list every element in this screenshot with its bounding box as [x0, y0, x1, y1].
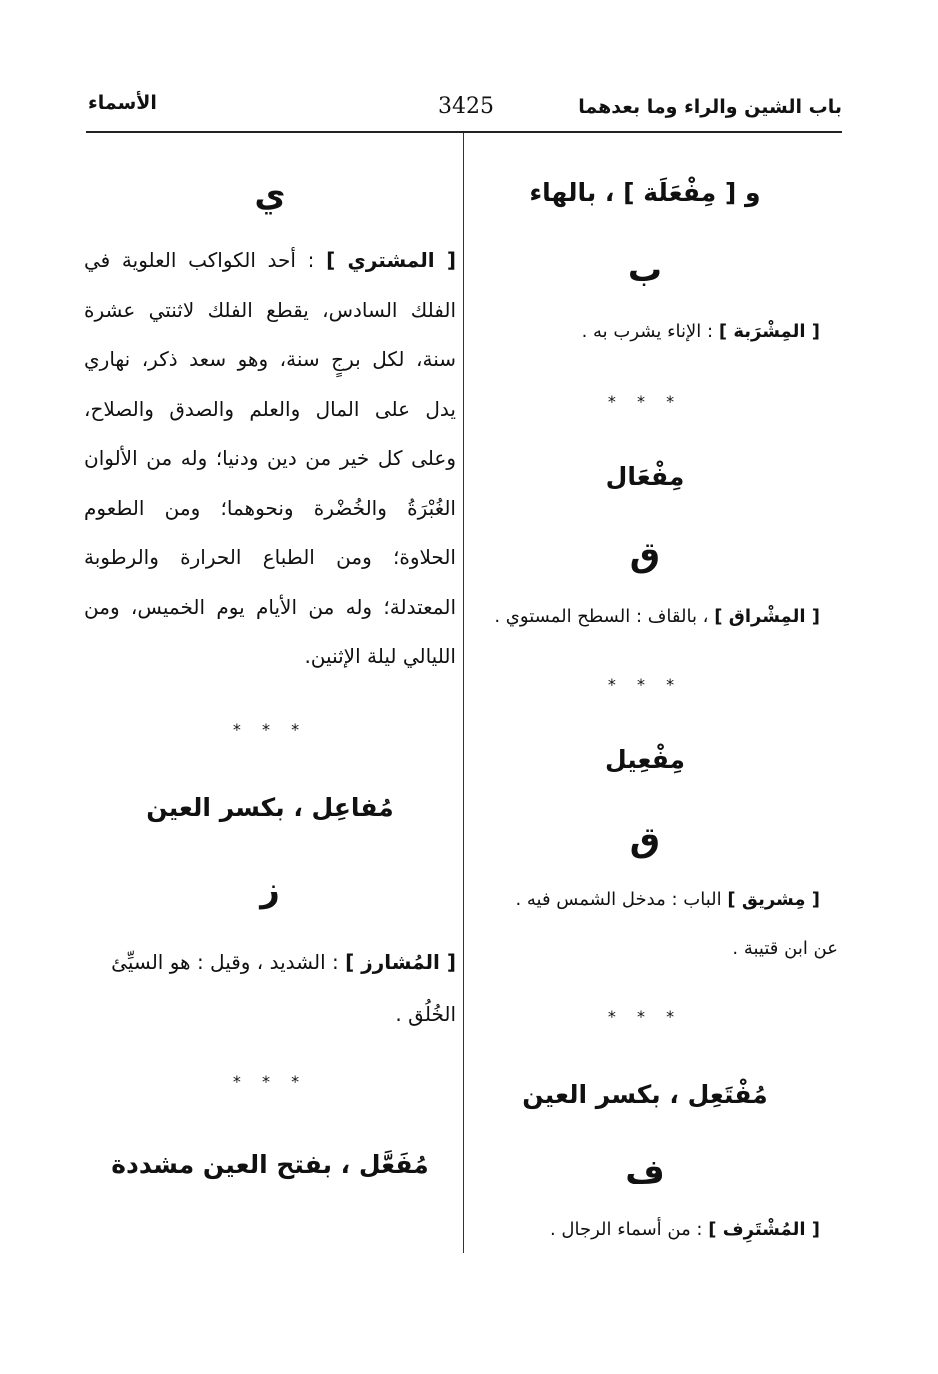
page-header — [0, 88, 938, 128]
entry-definition: : من أسماء الرجال . — [549, 1219, 703, 1240]
letter-heading-ya: ي — [254, 175, 286, 215]
pattern-heading-mufaal: مُفَعَّل ، بفتح العين مشددة — [111, 1150, 429, 1179]
entry-musharz — [84, 936, 456, 1040]
section-separator: * * * — [607, 392, 683, 411]
entry-mushtari — [84, 236, 456, 682]
entry-continuation: عن ابن قتيبة . — [732, 938, 838, 959]
letter-heading-qaf: ق — [629, 820, 661, 860]
section-separator: * * * — [232, 720, 308, 739]
pattern-heading-mufail: مُفاعِل ، بكسر العين — [146, 793, 394, 822]
entry-definition: : أحد الكواكب العلوية في الفلك السادس، يقطع الفلك لاثنتي عشرة سنة، لكل برجٍ سنة، وهو سعد ذكر، نهاري يدل على المال والعلم والصدق والصلاح، وعلى كل خير من دين ودنيا؛ وله من الألوان الغُبْرَةُ والخُضْرة ونحوهما؛ ومن الطعوم الحلاوة؛ ومن الطباع الحرارة والرطوبة المعتدلة؛ وله من الأيام يوم الخميس، ومن الليالي ليلة الإثنين. — [84, 248, 456, 668]
pattern-heading-muftail: مُفْتَعِل ، بكسر العين — [522, 1080, 768, 1109]
entry-mishraq — [470, 605, 820, 629]
section-separator: * * * — [607, 675, 683, 694]
entry-term: [ المِشْراق ] — [714, 606, 820, 627]
letter-heading-ba: ب — [627, 250, 663, 290]
entry-mushtarif — [470, 1218, 820, 1242]
pattern-heading-mifiil: مِفْعِيل — [604, 745, 686, 774]
page-number: 3425 — [438, 94, 494, 119]
entry-term: [ المُشْتَرِف ] — [708, 1219, 820, 1240]
letter-heading-zay: ز — [260, 870, 280, 910]
entry-term: [ المُشارز ] — [345, 950, 456, 974]
entry-mishriq — [470, 888, 820, 912]
pattern-heading-mifala: و [ مِفْعَلَة ] ، بالهاء — [529, 178, 761, 207]
section-separator: * * * — [607, 1007, 683, 1026]
entry-term: [ المِشْرَبة ] — [718, 321, 820, 342]
column-divider — [463, 133, 464, 1253]
entry-term: [ مِشريق ] — [727, 889, 820, 910]
pattern-heading-mifaal: مِفْعَال — [605, 462, 685, 491]
section-separator: * * * — [232, 1072, 308, 1091]
letter-heading-fa: ف — [625, 1152, 665, 1192]
chapter-title: باب الشين والراء وما بعدهما — [578, 96, 842, 118]
entry-definition: الباب : مدخل الشمس فيه . — [515, 889, 722, 910]
entry-definition: : الإناء يشرب به . — [581, 321, 714, 342]
entry-definition: : الشديد ، وقيل : هو السيِّئ الخُلُق . — [111, 950, 456, 1026]
section-title: الأسماء — [88, 92, 157, 114]
letter-heading-qaf: ق — [629, 535, 661, 575]
header-rule — [86, 131, 842, 133]
entry-mishraba — [470, 320, 820, 344]
entry-definition: ، بالقاف : السطح المستوي . — [494, 606, 709, 627]
entry-term: [ المشتري ] — [326, 248, 456, 272]
